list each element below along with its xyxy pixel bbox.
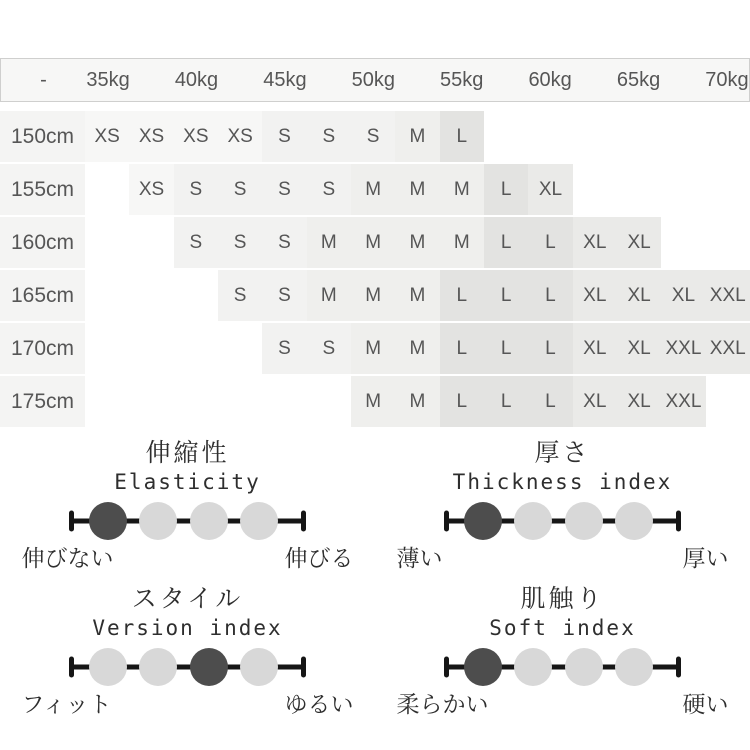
empty-cell — [218, 323, 262, 374]
scale-label-min: フィット — [21, 692, 112, 718]
scale-label-max: ゆるい — [284, 692, 354, 718]
size-row-150cm — [0, 111, 750, 162]
size-cell: L — [528, 376, 572, 427]
size-cell: XXL — [661, 323, 705, 374]
empty-cell — [661, 111, 705, 162]
header-weight-cell: 40kg — [174, 68, 219, 91]
empty-cell — [85, 323, 129, 374]
size-cell: S — [174, 164, 218, 215]
size-cell: XL — [573, 323, 617, 374]
indicator-elasticity — [0, 437, 375, 583]
size-cell: L — [484, 270, 528, 321]
size-cell: M — [395, 164, 439, 215]
size-cell: S — [262, 323, 306, 374]
indicator-scale-labels — [397, 544, 729, 574]
scale-label-max: 硬い — [682, 692, 729, 718]
size-cell: S — [351, 111, 395, 162]
size-cell: M — [307, 270, 351, 321]
empty-cell — [573, 164, 617, 215]
height-label: 165cm — [0, 270, 85, 321]
size-row-175cm — [0, 376, 750, 427]
level-dot — [89, 648, 127, 686]
size-cell: M — [351, 376, 395, 427]
empty-cell — [129, 270, 173, 321]
empty-cell — [129, 323, 173, 374]
indicator-title-en: Thickness index — [452, 470, 673, 494]
empty-cell — [85, 376, 129, 427]
level-dot — [615, 502, 653, 540]
header-weight-cell: 35kg — [86, 68, 130, 91]
size-cell: XL — [661, 270, 705, 321]
level-dot-active — [464, 502, 502, 540]
empty-cell — [174, 323, 218, 374]
indicator-title-en: Elasticity — [114, 470, 261, 494]
size-cell: M — [395, 111, 439, 162]
size-cell: XL — [528, 164, 572, 215]
header-weight-cell: 50kg — [351, 68, 395, 91]
size-cell: L — [484, 376, 528, 427]
indicator-track — [69, 499, 306, 543]
empty-cell — [706, 217, 750, 268]
size-cell: S — [218, 164, 262, 215]
height-label: 160cm — [0, 217, 85, 268]
size-cell: M — [307, 217, 351, 268]
size-table-header — [0, 58, 750, 102]
indicator-title-en: Soft index — [489, 616, 636, 640]
empty-cell — [85, 164, 129, 215]
size-cell: XS — [129, 111, 173, 162]
size-cell: XS — [218, 111, 262, 162]
size-cell: M — [395, 217, 439, 268]
track-end-tick-left — [444, 657, 449, 678]
empty-cell — [129, 376, 173, 427]
size-cell: XXL — [706, 270, 750, 321]
height-label: 150cm — [0, 111, 85, 162]
header-weight-cell: 70kg — [705, 68, 749, 91]
size-cell: S — [307, 323, 351, 374]
track-end-tick-left — [69, 657, 74, 678]
level-dot — [565, 648, 603, 686]
feature-indicators — [0, 429, 750, 729]
size-cell: XL — [573, 217, 617, 268]
indicator-scale-labels — [22, 544, 354, 574]
empty-cell — [218, 376, 262, 427]
empty-cell — [307, 376, 351, 427]
size-cell: M — [351, 323, 395, 374]
height-label: 175cm — [0, 376, 85, 427]
header-weight-cell: 55kg — [440, 68, 484, 91]
empty-cell — [85, 217, 129, 268]
size-cell: S — [262, 270, 306, 321]
size-cell: XL — [573, 376, 617, 427]
scale-label-min: 伸びない — [21, 546, 114, 572]
empty-cell — [661, 164, 705, 215]
size-cell: L — [484, 217, 528, 268]
size-row-170cm — [0, 323, 750, 374]
indicator-title-ja: 肌触り — [520, 584, 605, 613]
empty-cell — [174, 270, 218, 321]
track-end-tick-right — [676, 511, 681, 532]
size-cell: XL — [617, 376, 661, 427]
size-cell: S — [307, 164, 351, 215]
indicator-track — [69, 645, 306, 689]
size-cell: L — [528, 270, 572, 321]
header-corner-cell: - — [40, 68, 47, 91]
empty-cell — [706, 111, 750, 162]
scale-label-min: 柔らかい — [396, 692, 489, 718]
size-row-165cm — [0, 270, 750, 321]
empty-cell — [484, 111, 528, 162]
size-cell: XS — [85, 111, 129, 162]
empty-cell — [262, 376, 306, 427]
indicator-title-ja: 厚さ — [534, 438, 591, 467]
indicator-scale-labels — [397, 690, 729, 720]
indicator-touch — [375, 583, 750, 729]
height-label: 155cm — [0, 164, 85, 215]
empty-cell — [129, 217, 173, 268]
size-cell: XL — [617, 323, 661, 374]
size-cell: L — [484, 164, 528, 215]
size-cell: S — [307, 111, 351, 162]
size-row-155cm — [0, 164, 750, 215]
empty-cell — [174, 376, 218, 427]
level-dot — [139, 648, 177, 686]
header-weight-cell: 60kg — [528, 68, 572, 91]
empty-cell — [706, 164, 750, 215]
size-cell: XL — [617, 270, 661, 321]
size-cell: L — [528, 217, 572, 268]
indicator-scale-labels — [22, 690, 354, 720]
size-cell: S — [218, 217, 262, 268]
size-cell: XXL — [706, 323, 750, 374]
empty-cell — [661, 217, 705, 268]
size-cell: M — [395, 270, 439, 321]
track-end-tick-right — [676, 657, 681, 678]
track-end-tick-left — [444, 511, 449, 532]
scale-label-max: 伸びる — [284, 546, 354, 572]
size-cell: M — [440, 164, 484, 215]
size-cell: S — [262, 217, 306, 268]
size-cell: XL — [573, 270, 617, 321]
empty-cell — [85, 270, 129, 321]
scale-label-max: 厚い — [682, 546, 729, 572]
indicator-track — [444, 499, 681, 543]
indicator-thickness — [375, 437, 750, 583]
level-dot — [565, 502, 603, 540]
size-cell: M — [440, 217, 484, 268]
level-dot-active — [190, 648, 228, 686]
level-dot — [514, 502, 552, 540]
level-dot — [514, 648, 552, 686]
level-dot — [139, 502, 177, 540]
size-cell: S — [174, 217, 218, 268]
empty-cell — [617, 164, 661, 215]
height-label: 170cm — [0, 323, 85, 374]
size-cell: M — [351, 217, 395, 268]
indicator-title-en: Version index — [92, 616, 283, 640]
scale-label-min: 薄い — [396, 546, 443, 572]
size-cell: XXL — [661, 376, 705, 427]
level-dot — [615, 648, 653, 686]
size-cell: S — [218, 270, 262, 321]
level-dot-active — [464, 648, 502, 686]
size-cell: M — [351, 270, 395, 321]
track-end-tick-right — [301, 511, 306, 532]
indicator-title-ja: 伸縮性 — [145, 438, 230, 467]
size-row-160cm — [0, 217, 750, 268]
header-weight-cell: 65kg — [616, 68, 661, 91]
size-cell: L — [440, 111, 484, 162]
empty-cell — [706, 376, 750, 427]
size-cell: XS — [129, 164, 173, 215]
size-cell: S — [262, 164, 306, 215]
track-end-tick-left — [69, 511, 74, 532]
size-cell: L — [440, 376, 484, 427]
indicator-title-ja: スタイル — [131, 584, 244, 613]
header-weight-cell: 45kg — [263, 68, 307, 91]
empty-cell — [573, 111, 617, 162]
size-cell: L — [440, 323, 484, 374]
size-cell: L — [528, 323, 572, 374]
size-cell: S — [262, 111, 306, 162]
size-cell: XS — [174, 111, 218, 162]
indicator-track — [444, 645, 681, 689]
empty-cell — [617, 111, 661, 162]
empty-cell — [528, 111, 572, 162]
level-dot — [190, 502, 228, 540]
size-table-body — [0, 111, 750, 427]
size-cell: L — [440, 270, 484, 321]
size-cell: M — [351, 164, 395, 215]
size-cell: L — [484, 323, 528, 374]
size-cell: XL — [617, 217, 661, 268]
track-end-tick-right — [301, 657, 306, 678]
size-cell: M — [395, 323, 439, 374]
size-cell: M — [395, 376, 439, 427]
level-dot — [240, 502, 278, 540]
level-dot — [240, 648, 278, 686]
level-dot-active — [89, 502, 127, 540]
indicator-style — [0, 583, 375, 729]
